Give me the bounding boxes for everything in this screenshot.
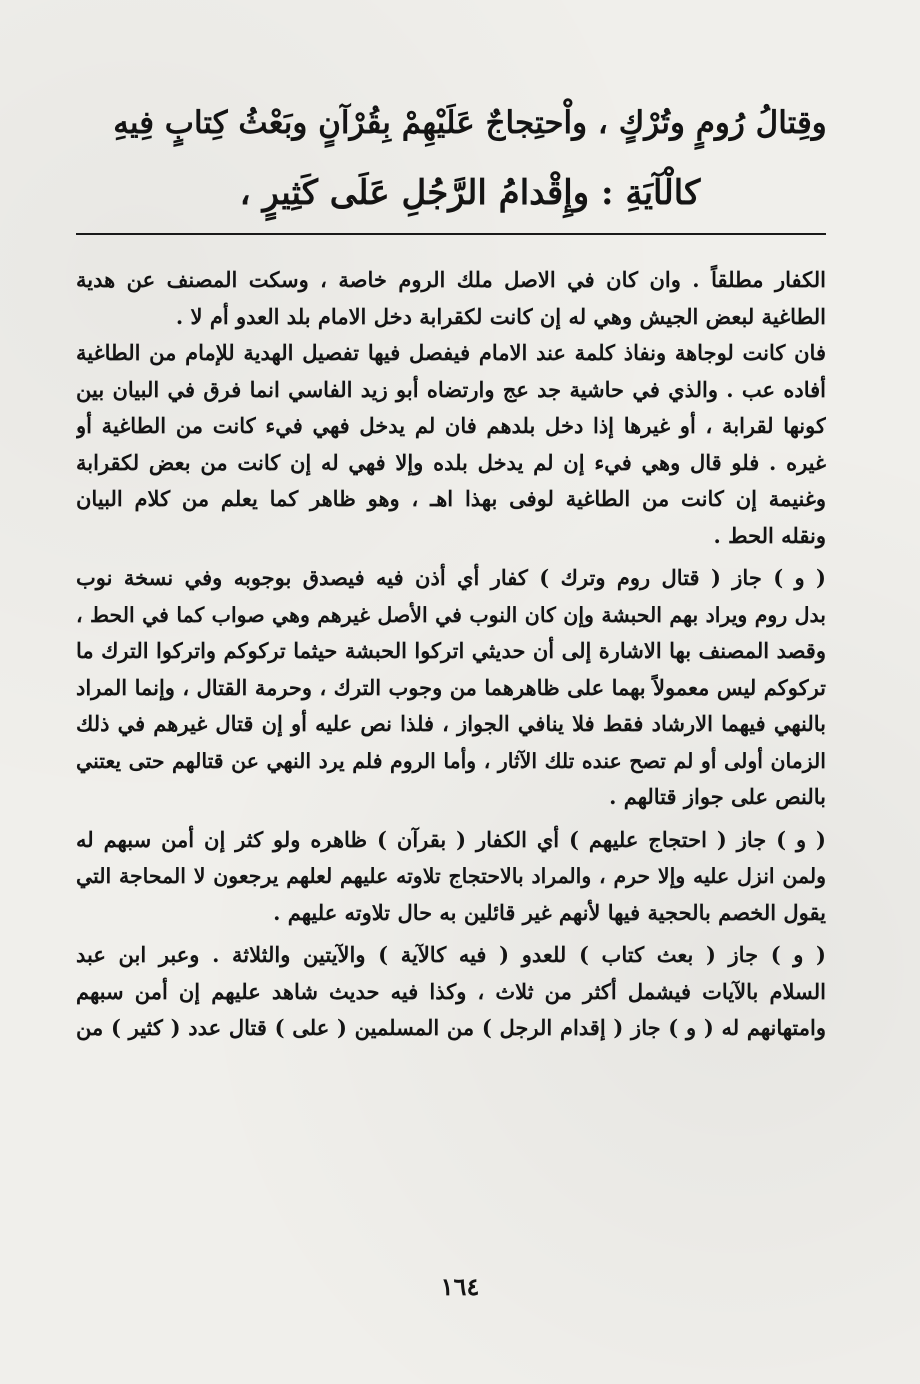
text-line: بدل روم ويراد بهم الحبشة وإن كان النوب في الأصل غيرهم وهي صواب كما في الحط ،	[76, 602, 826, 627]
text-line: ( و ) جاز ( قتال روم وترك ) كفار أي أذن فيه فيصدق بوجوبه وفي نسخة نوب	[76, 565, 826, 590]
paragraph	[76, 937, 826, 1047]
text-line: الطاغية لبعض الجيش وهي له إن كانت لكقرابة دخل الامام بلد العدو أم لا .	[175, 303, 826, 329]
text-line: أفاده عب . والذي في حاشية جد عج وارتضاه أبو زيد الفاسي انما فرق في البيان بين	[76, 376, 826, 402]
text-line: يقول الخصم بالحجية فيها لأنهم غير قائلين به حال تلاوته عليهم .	[273, 899, 826, 925]
text-line: الكفار مطلقاً . وان كان في الاصل ملك الروم خاصة ، وسكت المصنف عن هدية	[76, 267, 826, 292]
text-line: كونها لقرابة ، أو غيرها إذا دخل بلدهم فان لم يدخل فهي فيء كانت من الطاغية أو	[76, 413, 826, 438]
page-number: ١٦٤	[440, 1272, 480, 1301]
text-line: وغنيمة إن كانت من الطاغية لوفى بهذا اهـ ، وهو ظاهر كما يعلم من كلام البيان	[76, 486, 826, 511]
paragraph	[76, 262, 826, 335]
commentary-body	[76, 262, 826, 1047]
header-divider	[76, 233, 826, 235]
text-line: وامتهانهم له ( و ) جاز ( إقدام الرجل ) من المسلمين ( على ) قتال عدد ( كثير ) من	[76, 1015, 826, 1040]
matn-line: كالْآيَةِ : وإِقْدامُ الرَّجُلِ عَلَى كَثِيرٍ ،	[239, 173, 701, 213]
matn-header	[110, 88, 830, 228]
paragraph	[76, 335, 826, 554]
text-line: غيره . فلو قال وهي فيء إن لم يدخل بلده وإلا فهي له إن كانت من بعض لكقرابة	[76, 449, 826, 475]
paragraph	[76, 822, 826, 932]
text-line: بالنص على جواز قتالهم .	[609, 784, 826, 809]
matn-line: وقِتالُ رُومٍ وتُرْكٍ ، واْحتِجاجٌ عَلَيْهِمْ بِقُرْآنٍ وبَعْثُ كِتابٍ فِيهِ	[113, 105, 827, 141]
text-line: تركوكم ليس معمولاً بهما على ظاهرهما من وجوب الترك ، وحرمة القتال ، وإنما المراد	[76, 674, 826, 700]
paragraph	[76, 560, 826, 816]
text-line: بالنهي فيهما الارشاد فقط فلا ينافي الجواز ، فلذا نص عليه أو إن قتال غيرهم في ذلك	[76, 711, 826, 736]
text-line: وقصد المصنف بها الاشارة إلى أن حديثي اتركوا الحبشة حيثما تركوكم واتركوا الترك ما	[76, 638, 826, 663]
text-line: ولمن انزل عليه وإلا حرم ، والمراد بالاحتجاج تلاوته عليهم لعلهم يرجعون لا المحاجة التي	[76, 864, 826, 888]
text-line: فان كانت لوجاهة ونفاذ كلمة عند الامام فيفصل فيها تفصيل الهدية للإمام من الطاغية	[76, 340, 826, 365]
text-line: ونقله الحط .	[713, 522, 826, 548]
text-line: ( و ) جاز ( بعث كتاب ) للعدو ( فيه كالآية ) والآيتين والثلاثة . وعبر ابن عبد	[76, 942, 826, 967]
text-line: ( و ) جاز ( احتجاج عليهم ) أي الكفار ( بقرآن ) ظاهره ولو كثر إن أمن سبهم له	[76, 826, 826, 852]
text-line: الزمان أولى أو لم تصح عنده تلك الآثار ، وأما الروم فلم يرد النهي عن قتالهم حتى يعتني	[76, 748, 826, 773]
text-line: السلام بالآيات فيشمل أكثر من ثلاث ، وكذا فيه حديث شاهد عليهم إن أمن سبهم	[76, 978, 826, 1004]
